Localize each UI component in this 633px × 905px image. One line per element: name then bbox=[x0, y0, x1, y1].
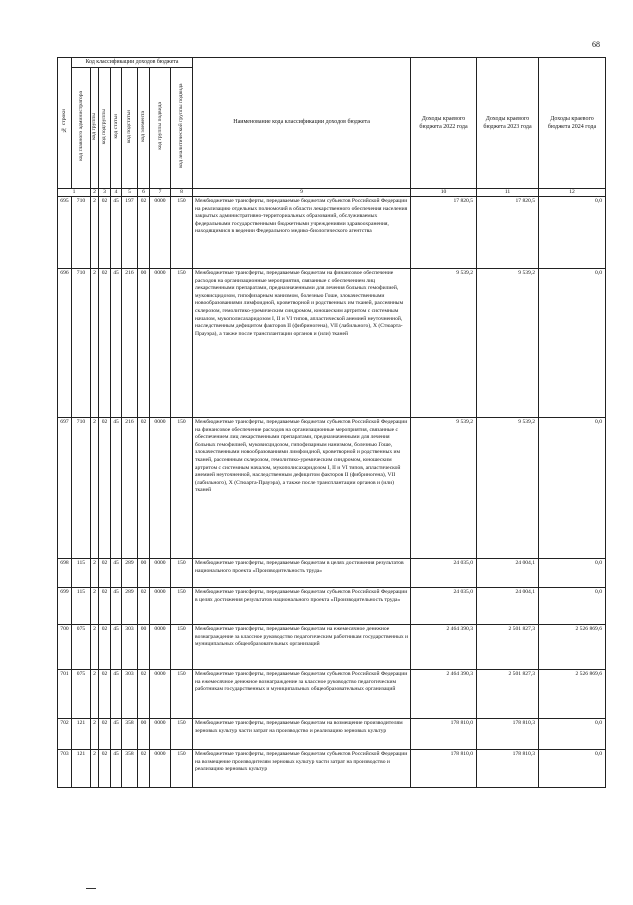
analytic-code-cell: 150 bbox=[171, 670, 193, 719]
income-2024-cell: 2 526 869,6 bbox=[539, 625, 606, 670]
element-code-cell: 02 bbox=[138, 418, 150, 559]
element-code-cell: 02 bbox=[138, 750, 150, 788]
table-row bbox=[58, 559, 606, 588]
income-2023-cell: 9 539,2 bbox=[477, 269, 539, 418]
table-row bbox=[58, 269, 606, 418]
subarticle-code-cell: 289 bbox=[122, 559, 138, 588]
group-code-cell: 2 bbox=[91, 197, 99, 269]
group-code-cell: 2 bbox=[91, 588, 99, 625]
row-number-header: № строки bbox=[58, 58, 72, 189]
budget-income-table bbox=[57, 57, 606, 788]
income-2024-cell: 0,0 bbox=[539, 197, 606, 269]
income-2023-cell: 17 820,5 bbox=[477, 197, 539, 269]
admin-code-cell: 115 bbox=[72, 588, 91, 625]
analytic-code-cell: 150 bbox=[171, 588, 193, 625]
income-2023-cell: 2 501 827,3 bbox=[477, 670, 539, 719]
column-number: 4 bbox=[111, 189, 122, 197]
column-number: 5 bbox=[122, 189, 138, 197]
income-2024-cell: 0,0 bbox=[539, 750, 606, 788]
subarticle-code-cell: 358 bbox=[122, 750, 138, 788]
column-number: 6 bbox=[138, 189, 150, 197]
header-row-1 bbox=[58, 58, 606, 68]
group-code-cell: 2 bbox=[91, 750, 99, 788]
row-number-cell: 699 bbox=[58, 588, 72, 625]
element-code-cell: 00 bbox=[138, 559, 150, 588]
column-number-row bbox=[58, 189, 606, 197]
element-code-cell: 00 bbox=[138, 625, 150, 670]
income-2023-cell: 24 004,1 bbox=[477, 588, 539, 625]
group-code-header: код группы bbox=[91, 68, 99, 189]
income-name-cell: Межбюджетные трансферты, передаваемые бюджетам субъектов Российской Федерации на ежемесячное денежное вознаграждение за классное руководство педагогическим работникам государственных и муниципальных общеобразовательных организаций bbox=[193, 670, 411, 719]
income-name-cell: Межбюджетные трансферты, передаваемые бюджетам на финансовое обеспечение расходов на организационные мероприятия, связанные с обеспечением лиц лекарственными препаратами, предназначенными для лечения больных гемофилией, муковисцидозом, гипофизарным нанизмом, болезнью Гоше, злокачественными новообразованиями лимфоидной, кроветворной и родственных им тканей, рассеянным склерозом, гемолитико-уремическим синдромом, юношеским артритом с системным началом, мукополисахаридозом I, II и VI типов, апластической анемией неуточненной, наследственным дефицитом факторов II (фибриногена), VII (лабильного), X (Стюарта-Прауэра), а также после трансплантации органов и (или) тканей bbox=[193, 269, 411, 418]
analytic-code-cell: 150 bbox=[171, 750, 193, 788]
analytic-code-cell: 150 bbox=[171, 269, 193, 418]
subarticle-code-cell: 216 bbox=[122, 418, 138, 559]
row-number-cell: 695 bbox=[58, 197, 72, 269]
row-number-cell: 697 bbox=[58, 418, 72, 559]
subtype-code-cell: 0000 bbox=[150, 625, 171, 670]
subgroup-code-cell: 02 bbox=[99, 197, 111, 269]
income-2023-cell: 9 539,2 bbox=[477, 418, 539, 559]
group-code-cell: 2 bbox=[91, 559, 99, 588]
subtype-code-cell: 0000 bbox=[150, 670, 171, 719]
element-code-cell: 00 bbox=[138, 719, 150, 750]
income-2024-cell: 0,0 bbox=[539, 559, 606, 588]
income-2022-cell: 2 464 390,3 bbox=[411, 670, 477, 719]
admin-code-cell: 121 bbox=[72, 750, 91, 788]
admin-code-cell: 121 bbox=[72, 719, 91, 750]
income-2022-cell: 178 810,0 bbox=[411, 719, 477, 750]
table-row bbox=[58, 719, 606, 750]
admin-code-cell: 710 bbox=[72, 197, 91, 269]
row-number-cell: 700 bbox=[58, 625, 72, 670]
income-name-cell: Межбюджетные трансферты, передаваемые бюджетам субъектов Российской Федерации на возмещение производителям зерновых культур части затрат на производство и реализацию зерновых культур bbox=[193, 750, 411, 788]
income-2024-cell: 0,0 bbox=[539, 588, 606, 625]
row-number-cell: 702 bbox=[58, 719, 72, 750]
analytic-code-cell: 150 bbox=[171, 719, 193, 750]
row-number-cell: 701 bbox=[58, 670, 72, 719]
admin-code-cell: 075 bbox=[72, 625, 91, 670]
income-2022-header: Доходы краевого бюджета 2022 года bbox=[411, 58, 477, 189]
column-number: 9 bbox=[193, 189, 411, 197]
subgroup-code-cell: 02 bbox=[99, 625, 111, 670]
article-code-cell: 45 bbox=[111, 625, 122, 670]
table-row bbox=[58, 750, 606, 788]
subgroup-code-cell: 02 bbox=[99, 269, 111, 418]
income-name-cell: Межбюджетные трансферты, передаваемые бюджетам в целях достижения результатов национального проекта «Производительность труда» bbox=[193, 559, 411, 588]
subtype-code-cell: 0000 bbox=[150, 588, 171, 625]
article-code-header: код статьи bbox=[111, 68, 122, 189]
income-name-cell: Межбюджетные трансферты, передаваемые бюджетам на ежемесячное денежное вознаграждение за классное руководство педагогическим работникам государственных и муниципальных общеобразовательных организаций bbox=[193, 625, 411, 670]
element-code-cell: 02 bbox=[138, 197, 150, 269]
income-2023-cell: 24 004,1 bbox=[477, 559, 539, 588]
article-code-cell: 45 bbox=[111, 750, 122, 788]
subgroup-code-cell: 02 bbox=[99, 750, 111, 788]
subtype-code-cell: 0000 bbox=[150, 197, 171, 269]
admin-code-header: код главного администратора bbox=[72, 68, 91, 189]
admin-code-cell: 115 bbox=[72, 559, 91, 588]
page-number: 68 bbox=[592, 40, 600, 49]
element-code-header: код элемента bbox=[138, 68, 150, 189]
subarticle-code-header: код подстатьи bbox=[122, 68, 138, 189]
column-number: 3 bbox=[99, 189, 111, 197]
subgroup-code-cell: 02 bbox=[99, 719, 111, 750]
column-number: 10 bbox=[411, 189, 477, 197]
income-2023-header: Доходы краевого бюджета 2023 года bbox=[477, 58, 539, 189]
column-number: 1 bbox=[58, 189, 91, 197]
subtype-code-cell: 0000 bbox=[150, 750, 171, 788]
group-code-cell: 2 bbox=[91, 670, 99, 719]
subarticle-code-cell: 303 bbox=[122, 625, 138, 670]
analytic-code-cell: 150 bbox=[171, 559, 193, 588]
group-code-cell: 2 bbox=[91, 269, 99, 418]
row-number-cell: 698 bbox=[58, 559, 72, 588]
subgroup-code-cell: 02 bbox=[99, 418, 111, 559]
subarticle-code-cell: 303 bbox=[122, 670, 138, 719]
analytic-code-cell: 150 bbox=[171, 197, 193, 269]
income-2023-cell: 2 501 827,3 bbox=[477, 625, 539, 670]
article-code-cell: 45 bbox=[111, 719, 122, 750]
row-number-cell: 696 bbox=[58, 269, 72, 418]
analytic-code-cell: 150 bbox=[171, 625, 193, 670]
income-2024-cell: 2 526 869,6 bbox=[539, 670, 606, 719]
classification-group-header: Код классификации доходов бюджета bbox=[72, 58, 193, 68]
income-2022-cell: 2 464 390,3 bbox=[411, 625, 477, 670]
group-code-cell: 2 bbox=[91, 719, 99, 750]
subarticle-code-cell: 289 bbox=[122, 588, 138, 625]
subgroup-code-header: код подгруппы bbox=[99, 68, 111, 189]
income-2024-cell: 0,0 bbox=[539, 418, 606, 559]
name-header: Наименование кода классификации доходов бюджета bbox=[193, 58, 411, 189]
income-2024-cell: 0,0 bbox=[539, 269, 606, 418]
column-number: 7 bbox=[150, 189, 171, 197]
article-code-cell: 45 bbox=[111, 269, 122, 418]
income-2022-cell: 178 810,0 bbox=[411, 750, 477, 788]
subgroup-code-cell: 02 bbox=[99, 559, 111, 588]
subtype-code-cell: 0000 bbox=[150, 559, 171, 588]
income-name-cell: Межбюджетные трансферты, передаваемые бюджетам субъектов Российской Федерации на финансовое обеспечение расходов на организационные мероприятия, связанные с обеспечением лиц лекарственными препаратами, предназначенными для лечения больных гемофилией, муковисцидозом, гипофизарным нанизмом, болезнью Гоше, злокачественными новообразованиями лимфоидной, кроветворной и родственных им тканей, рассеянным склерозом, гемолитико-уремическим синдромом, юношеским артритом с системным началом, мукополисахаридозом I, II и VI типов, апластической анемией неуточненной, наследственным дефицитом факторов II (фибриногена), VII (лабильного), X (Стюарта-Прауэра), а также после трансплантации органов и (или) тканей bbox=[193, 418, 411, 559]
table-row bbox=[58, 418, 606, 559]
income-2024-cell: 0,0 bbox=[539, 719, 606, 750]
income-2022-cell: 9 539,2 bbox=[411, 269, 477, 418]
column-number: 12 bbox=[539, 189, 606, 197]
admin-code-cell: 710 bbox=[72, 269, 91, 418]
subgroup-code-cell: 02 bbox=[99, 670, 111, 719]
income-2022-cell: 24 035,0 bbox=[411, 559, 477, 588]
column-number: 8 bbox=[171, 189, 193, 197]
income-2023-cell: 178 810,3 bbox=[477, 750, 539, 788]
group-code-cell: 2 bbox=[91, 625, 99, 670]
income-2023-cell: 178 810,3 bbox=[477, 719, 539, 750]
article-code-cell: 45 bbox=[111, 588, 122, 625]
table-row bbox=[58, 197, 606, 269]
income-2022-cell: 24 035,0 bbox=[411, 588, 477, 625]
row-number-cell: 703 bbox=[58, 750, 72, 788]
subgroup-code-cell: 02 bbox=[99, 588, 111, 625]
analytic-code-cell: 150 bbox=[171, 418, 193, 559]
article-code-cell: 45 bbox=[111, 559, 122, 588]
income-2024-header: Доходы краевого бюджета 2024 года bbox=[539, 58, 606, 189]
column-number: 11 bbox=[477, 189, 539, 197]
table-row bbox=[58, 588, 606, 625]
element-code-cell: 02 bbox=[138, 670, 150, 719]
column-number: 2 bbox=[91, 189, 99, 197]
subarticle-code-cell: 358 bbox=[122, 719, 138, 750]
income-name-cell: Межбюджетные трансферты, передаваемые бюджетам на возмещение производителям зерновых культур части затрат на производство и реализацию зерновых культур bbox=[193, 719, 411, 750]
subtype-code-cell: 0000 bbox=[150, 269, 171, 418]
income-2022-cell: 9 539,2 bbox=[411, 418, 477, 559]
income-name-cell: Межбюджетные трансферты, передаваемые бюджетам субъектов Российской Федерации в целях достижения результатов национального проекта «Производительность труда» bbox=[193, 588, 411, 625]
page-footer-mark bbox=[86, 888, 96, 889]
element-code-cell: 00 bbox=[138, 269, 150, 418]
subtype-group-code-header: код группы подвида bbox=[150, 68, 171, 189]
income-name-cell: Межбюджетные трансферты, передаваемые бюджетам субъектов Российской Федерации на реализацию отдельных полномочий в области лекарственного обеспечения населения закрытых административно-территориальных образований, обслуживаемых федеральными государственными бюджетными учреждениями здравоохранения, находящимися в ведении Федерального медико-биологического агентства bbox=[193, 197, 411, 269]
subarticle-code-cell: 216 bbox=[122, 269, 138, 418]
element-code-cell: 02 bbox=[138, 588, 150, 625]
table-row bbox=[58, 670, 606, 719]
analytic-group-code-header: код аналитической группы подвида bbox=[171, 68, 193, 189]
subarticle-code-cell: 197 bbox=[122, 197, 138, 269]
article-code-cell: 45 bbox=[111, 197, 122, 269]
admin-code-cell: 075 bbox=[72, 670, 91, 719]
subtype-code-cell: 0000 bbox=[150, 418, 171, 559]
article-code-cell: 45 bbox=[111, 670, 122, 719]
article-code-cell: 45 bbox=[111, 418, 122, 559]
table-row bbox=[58, 625, 606, 670]
income-2022-cell: 17 820,5 bbox=[411, 197, 477, 269]
subtype-code-cell: 0000 bbox=[150, 719, 171, 750]
admin-code-cell: 710 bbox=[72, 418, 91, 559]
group-code-cell: 2 bbox=[91, 418, 99, 559]
